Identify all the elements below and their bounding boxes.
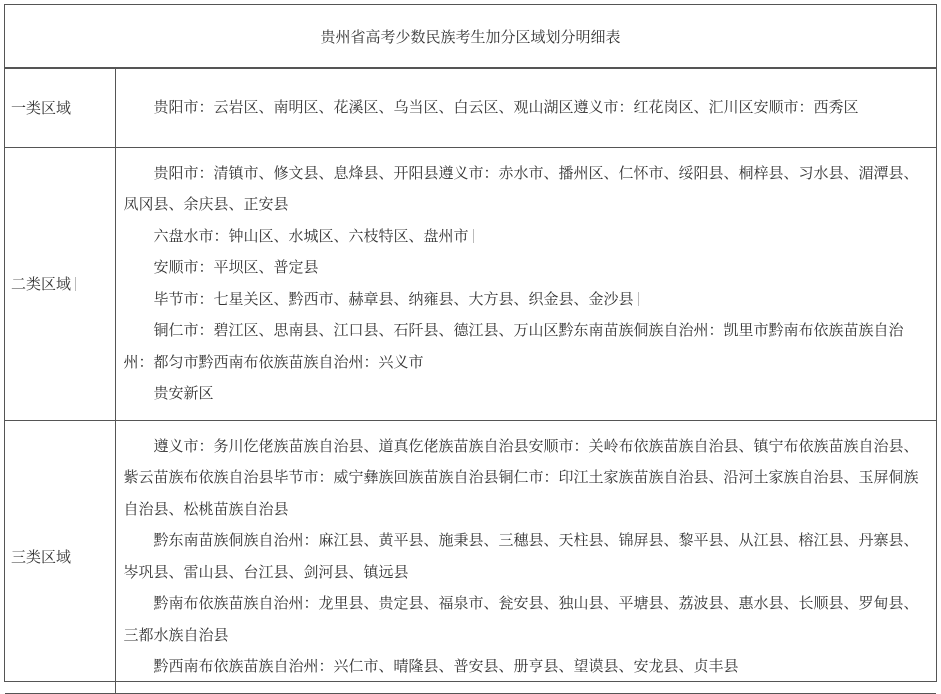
region-paragraph-cell bbox=[124, 221, 931, 253]
region-paragraph-cell bbox=[124, 284, 931, 316]
table-row-tier-3 bbox=[5, 420, 936, 693]
region-label-tier-1: 一类区域 bbox=[5, 69, 115, 147]
region-label-tier-2: 二类区域 bbox=[11, 275, 72, 293]
text-cursor-mark bbox=[638, 292, 639, 306]
region-paragraph: 黔西南布依族苗族自治州：兴仁市、晴隆县、普安县、册亨县、望谟县、安龙县、贞丰县 bbox=[153, 657, 739, 675]
region-paragraph: 贵阳市：清镇市、修文县、息烽县、开阳县遵义市：赤水市、播州区、仁怀市、绥阳县、桐梓县、习水县、湄潭县、凤冈县、余庆县、正安县 bbox=[123, 163, 919, 213]
bonus-region-table bbox=[4, 4, 937, 682]
region-paragraph: 贵阳市：云岩区、南明区、花溪区、乌当区、白云区、观山湖区遵义市：红花岗区、汇川区安顺市：西秀区 bbox=[153, 98, 859, 116]
table-title: 贵州省高考少数民族考生加分区域划分明细表 bbox=[5, 5, 936, 69]
text-cursor-mark bbox=[473, 229, 474, 243]
region-paragraph: 贵安新区 bbox=[153, 384, 214, 402]
region-paragraph: 毕节市：七星关区、黔西市、赫章县、纳雍县、大方县、织金县、金沙县 bbox=[153, 289, 634, 308]
region-label-tier-2-cell bbox=[5, 147, 115, 420]
region-content-tier-2 bbox=[115, 147, 936, 420]
region-table bbox=[5, 69, 936, 694]
region-paragraph: 黔东南苗族侗族自治州：麻江县、黄平县、施秉县、三穗县、天柱县、锦屏县、黎平县、从江县、榕江县、丹寨县、岑巩县、雷山县、台江县、剑河县、镇远县 bbox=[123, 531, 919, 581]
region-paragraph: 安顺市：平坝区、普定县 bbox=[153, 258, 319, 276]
region-content-tier-3 bbox=[115, 420, 936, 693]
region-content-tier-1 bbox=[115, 69, 936, 147]
region-paragraph: 遵义市：务川仡佬族苗族自治县、道真仡佬族苗族自治县安顺市：关岭布依族苗族自治县、镇宁布依族苗族自治县、紫云苗族布依族自治县毕节市：威宁彝族回族苗族自治县铜仁市：印江土家族苗族自治县、沿河土家族自治县、玉屏侗族自治县、松桃苗族自治县 bbox=[123, 436, 919, 518]
table-row-tier-1 bbox=[5, 69, 936, 147]
region-paragraph: 黔南布依族苗族自治州：龙里县、贵定县、福泉市、瓮安县、独山县、平塘县、荔波县、惠水县、长顺县、罗甸县、三都水族自治县 bbox=[123, 594, 919, 644]
region-paragraph: 六盘水市：钟山区、水城区、六枝特区、盘州市 bbox=[153, 226, 469, 245]
table-row-tier-2 bbox=[5, 147, 936, 420]
region-paragraph: 铜仁市：碧江区、思南县、江口县、石阡县、德江县、万山区黔东南苗族侗族自治州：凯里市黔南布依族苗族自治州：都匀市黔西南布依族苗族自治州：兴义市 bbox=[123, 321, 904, 371]
region-label-tier-3: 三类区域 bbox=[5, 420, 115, 693]
text-cursor-mark bbox=[75, 277, 76, 291]
